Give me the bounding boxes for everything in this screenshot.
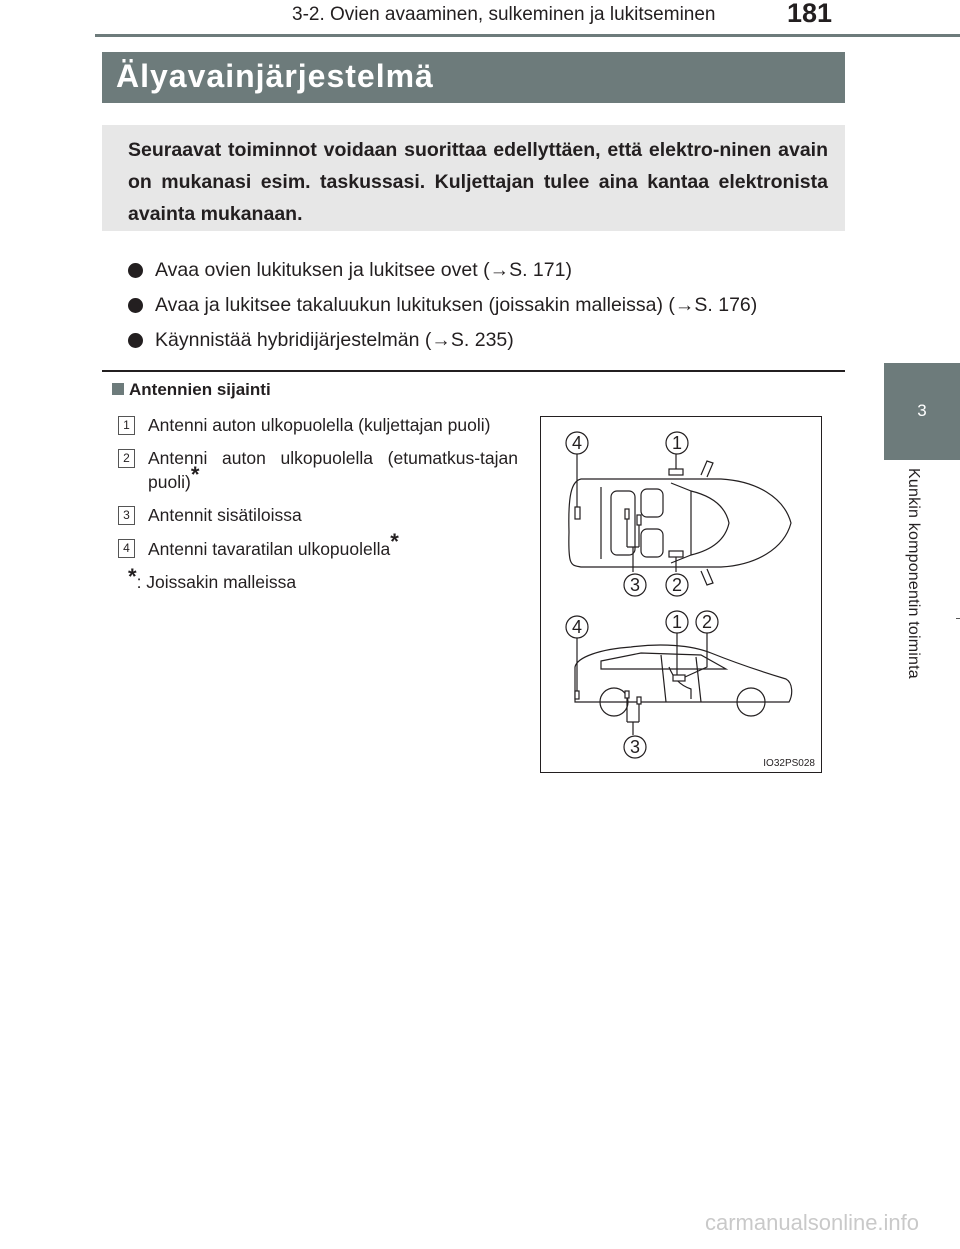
legend-item (118, 447, 518, 494)
antenna-figure (540, 416, 822, 773)
legend-number: 1 (118, 416, 135, 435)
chapter-number: 3 (917, 401, 927, 420)
page-title: Älyavainjärjestelmä (116, 58, 434, 94)
legend-number: 4 (118, 539, 135, 558)
chapter-tab (884, 363, 960, 460)
square-bullet-icon (112, 383, 124, 395)
legend-text: Antenni auton ulkopuolella (etumatkus-tajan puoli) (148, 448, 518, 492)
header-rule (95, 34, 960, 37)
asterisk-icon: * (190, 462, 200, 487)
page-number: 181 (787, 0, 833, 28)
callout-label: 2 (671, 575, 683, 595)
section-rule (102, 370, 845, 372)
leader-lines-side (577, 627, 707, 735)
intro-text: Seuraavat toiminnot voidaan suorittaa edellyttäen, että elektro-ninen avain on mukanasi esim. taskussasi. Kuljettajan tulee aina kantaa elektronista avainta mukanaan. (128, 139, 828, 225)
asterisk-icon: * (128, 564, 137, 589)
antenna-marker-2 (669, 551, 683, 557)
header-section-title: 3-2. Ovien avaaminen, sulkeminen ja lukitseminen (292, 4, 716, 25)
legend-item (118, 414, 518, 437)
antenna-marker-3b (637, 515, 641, 525)
legend-item (118, 504, 518, 527)
subheading (112, 380, 271, 400)
antenna-marker-4 (575, 507, 580, 519)
callout-label: 3 (629, 737, 641, 757)
feature-item: Käynnistää hybridijärjestelmän (→S. 235) (128, 323, 848, 358)
figure-code: IO32PS028 (763, 758, 815, 769)
callout-label: 1 (671, 433, 683, 453)
antenna-legend (118, 414, 518, 594)
antenna-marker-side-3b (637, 697, 641, 704)
subheading-text: Antennien sijainti (129, 380, 271, 399)
side-tick (956, 618, 960, 619)
antenna-marker-side-3a (625, 691, 629, 698)
callout-label: 1 (671, 612, 683, 632)
callout-label: 2 (701, 612, 713, 632)
footnote (118, 564, 518, 594)
antenna-marker-side-1 (673, 675, 685, 681)
legend-text: Antenni tavaratilan ulkopuolella (148, 539, 391, 559)
legend-text: Antenni auton ulkopuolella (kuljettajan puoli) (148, 415, 491, 435)
callout-label: 3 (629, 575, 641, 595)
asterisk-icon: * (390, 529, 399, 554)
antenna-marker-side-4 (575, 691, 579, 699)
legend-text: Antennit sisätiloissa (148, 505, 302, 525)
legend-number: 2 (118, 449, 135, 468)
antenna-marker-1 (669, 469, 683, 475)
chapter-title-vertical: Kunkin komponentin toiminta (905, 468, 922, 679)
antenna-marker-3a (625, 509, 629, 519)
callout-label: 4 (571, 433, 583, 453)
feature-list (128, 253, 848, 358)
car-top-view (569, 461, 791, 585)
title-bar (102, 52, 845, 103)
watermark: carmanualsonline.info (705, 1210, 920, 1235)
car-illustration (541, 417, 821, 772)
feature-item: Avaa ovien lukituksen ja lukitsee ovet (→S. 171) (128, 253, 848, 288)
callout-label: 4 (571, 617, 583, 637)
legend-item (118, 529, 518, 561)
legend-number: 3 (118, 506, 135, 525)
callout-group-side (566, 611, 718, 758)
feature-item: Avaa ja lukitsee takaluukun lukituksen (joissakin malleissa) (→S. 176) (128, 288, 848, 323)
intro-box (102, 125, 845, 231)
leader-lines-top (577, 442, 676, 572)
footnote-text: : Joissakin malleissa (136, 572, 297, 592)
